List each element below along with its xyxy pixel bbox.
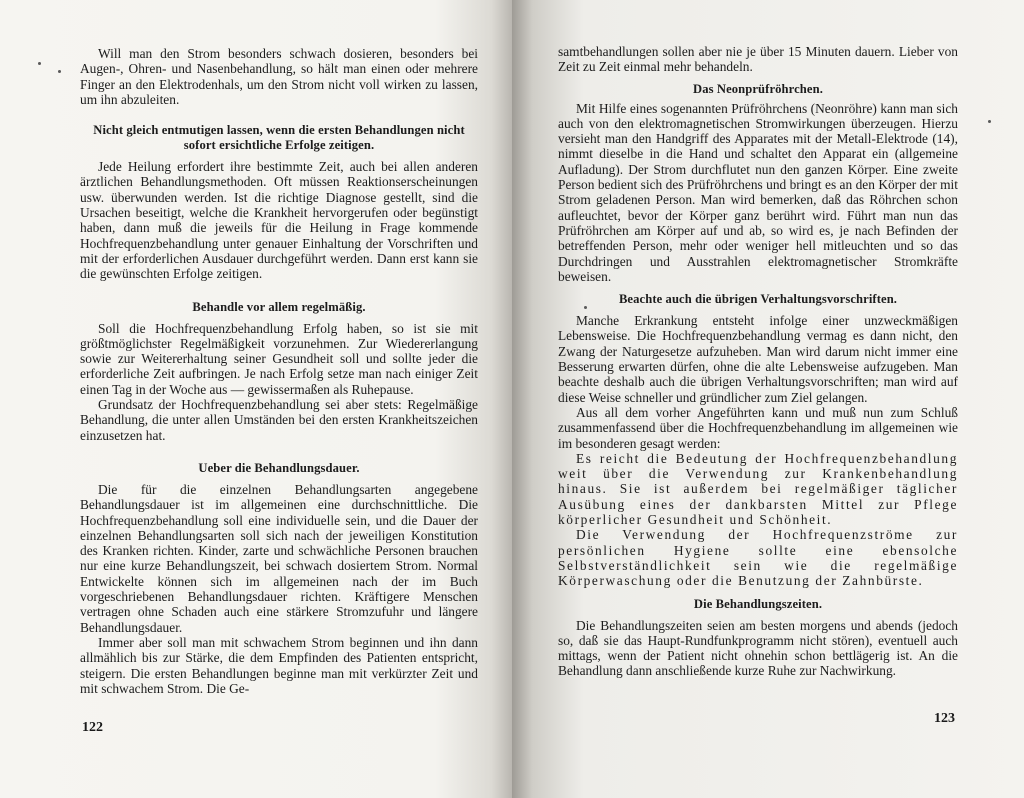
paragraph: Die für die einzelnen Behandlungsarten angegebene Behandlungsdauer ist im allgemeinen eine durchschnittliche. Die Hochfrequenzbehandlung soll eine individuelle sein, und die Dauer der einzelnen Behandlungsarten soll sich nach der jeweiligen Konstitution des Kranken richten. Kinder, zarte und schwächliche Personen brauchen nur eine kurze Behandlungszeit, bei schwach dosiertem Strom. Normal Entwickelte können sich im allgemeinen nach der im Buch vorgeschriebenen Behandlungsdauer richten. Kräftigere Menschen vertragen ohne Schaden auch eine stärkere Stromzufuhr und längere Behandlungsdauer. (80, 481, 478, 635)
section-heading: Nicht gleich entmutigen lassen, wenn die ersten Behandlungen nicht sofort ersichtliche Erfolge zeitigen. (93, 123, 465, 153)
emphasized-paragraph: Die Verwendung der Hochfrequenzströme zur persönlichen Hygiene sollte eine ebensolche Selbstverständlichkeit sein wie die regelmäßige Körperwaschung oder die Benutzung der Zahnbürste. (558, 527, 958, 589)
section-heading: Beachte auch die übrigen Verhaltungsvorschriften. (618, 292, 898, 307)
right-page-text (558, 44, 958, 679)
paragraph: Will man den Strom besonders schwach dosieren, besonders bei Augen-, Ohren- und Nasenbehandlung, so hält man einen oder mehrere Finger an den Elektrodenhals, um den Strom nicht voll wirken zu lassen, um ihn abzuleiten. (80, 46, 478, 107)
page-number: 123 (934, 711, 955, 726)
paragraph: Soll die Hochfrequenzbehandlung Erfolg haben, so ist sie mit größtmöglichster Regelmäßigkeit vorzunehmen. Zur Wiedererlangung sowie zur Weitererhaltung seiner Gesundheit soll und sollte jeder die erforderliche Zeit aufbringen. Je nach Erfolg setze man nach einiger Zeit einen Tag in der Woche aus — gewissermaßen als Ruhepause. (80, 320, 478, 397)
paper-speck (38, 62, 41, 65)
paragraph: Jede Heilung erfordert ihre bestimmte Zeit, auch bei allen anderen ärztlichen Behandlungsmethoden. Oft müssen Reaktionserscheinungen usw. überwunden werden. Ist die richtige Diagnose gestellt, sind die Ursachen beseitigt, welche die Krankheit hervorgerufen oder begünstigt haben, dann muß die jeweils für die Heilung in Frage kommende Hochfrequenzbehandlung unter genauer Einhaltung der Vorschriften und mit der erforderlichen Ausdauer durchgeführt werden. Dann erst kann sie die gewünschten Erfolge zeitigen. (80, 159, 478, 282)
page-number: 122 (82, 720, 103, 735)
section-heading: Behandle vor allem regelmäßig. (192, 299, 366, 314)
left-page-text (80, 46, 478, 696)
paper-speck (988, 120, 991, 123)
section-heading: Ueber die Behandlungsdauer. (198, 460, 360, 475)
paragraph: Die Behandlungszeiten seien am besten morgens und abends (jedoch so, daß sie das Haupt-Rundfunkprogramm nicht stören), eventuell auch mittags, wenn der Patient nicht ohnehin schon bettlägerig ist. An die Behandlung dann anschließende kurze Ruhe zur Nachwirkung. (558, 617, 958, 679)
paragraph: Immer aber soll man mit schwachem Strom beginnen und ihn dann allmählich bis zur Stärke, die dem Empfinden des Patienten entspricht, steigern. Die ersten Behandlungen beginne man mit verkürzter Zeit und mit schwachem Strom. Die Ge- (80, 634, 478, 696)
section-heading: Die Behandlungszeiten. (693, 596, 823, 611)
paragraph: samtbehandlungen sollen aber nie je über 15 Minuten dauern. Lieber von Zeit zu Zeit einmal mehr behandeln. (558, 44, 958, 75)
paragraph: Grundsatz der Hochfrequenzbehandlung sei aber stets: Regelmäßige Behandlung, die unter allen Umständen bei den ersten Krankheitszeichen einzusetzen hat. (80, 397, 478, 443)
emphasized-paragraph: Es reicht die Bedeutung der Hochfrequenzbehandlung weit über die Verwendung zur Krankenbehandlung hinaus. Sie ist außerdem bei regelmäßiger täglicher Ausübung eines der dankbarsten Mittel zur Pflege körperlicher Gesundheit und Schönheit. (558, 450, 958, 528)
paragraph: Manche Erkrankung entsteht infolge einer unzweckmäßigen Lebensweise. Die Hochfrequenzbehandlung vermag es dann nicht, den Zwang der Naturgesetze aufzuheben. Man wird darum nicht immer eine Besserung erwarten dürfen, ohne die alte Lebensweise aufzugeben. Man beachte deshalb auch die übrigen Verhaltungsvorschriften; man wird auf diese Weise schneller und gründlicher zum Ziel gelangen. (558, 313, 958, 405)
paragraph: Aus all dem vorher Angeführten kann und muß nun zum Schluß zusammenfassend über die Hochfrequenzbehandlung im allgemeinen wie im besonderen gesagt werden: (558, 404, 958, 451)
paragraph: Mit Hilfe eines sogenannten Prüfröhrchens (Neonröhre) kann man sich auch von den elektromagnetischen Stromwirkungen überzeugen. Hierzu versieht man den Handgriff des Apparates mit der Metall-Elektrode (14), nimmt dieselbe in die Hand und schaltet den Apparat ein (allgemeine Aufladung). Der Strom durchflutet nun den ganzen Körper. Eine zweite Person bedient sich des Prüfröhrchens und bringt es an den Körper der mit Strom geladenen Person. Man wird bemerken, daß das Röhrchen schon aufleuchtet, bevor der Körper ganz berührt wird. Führt man nun das Prüfröhrchen am Körper auf und ab, so wird es, je nach Befinden der betreffenden Person, mehr oder weniger hell mitleuchten und so das Durchdringen und Ausstrahlen elektromagnetischer Stromkräfte beweisen. (558, 100, 958, 284)
section-heading: Das Neonprüfröhrchen. (693, 81, 823, 96)
paper-speck (58, 70, 61, 73)
